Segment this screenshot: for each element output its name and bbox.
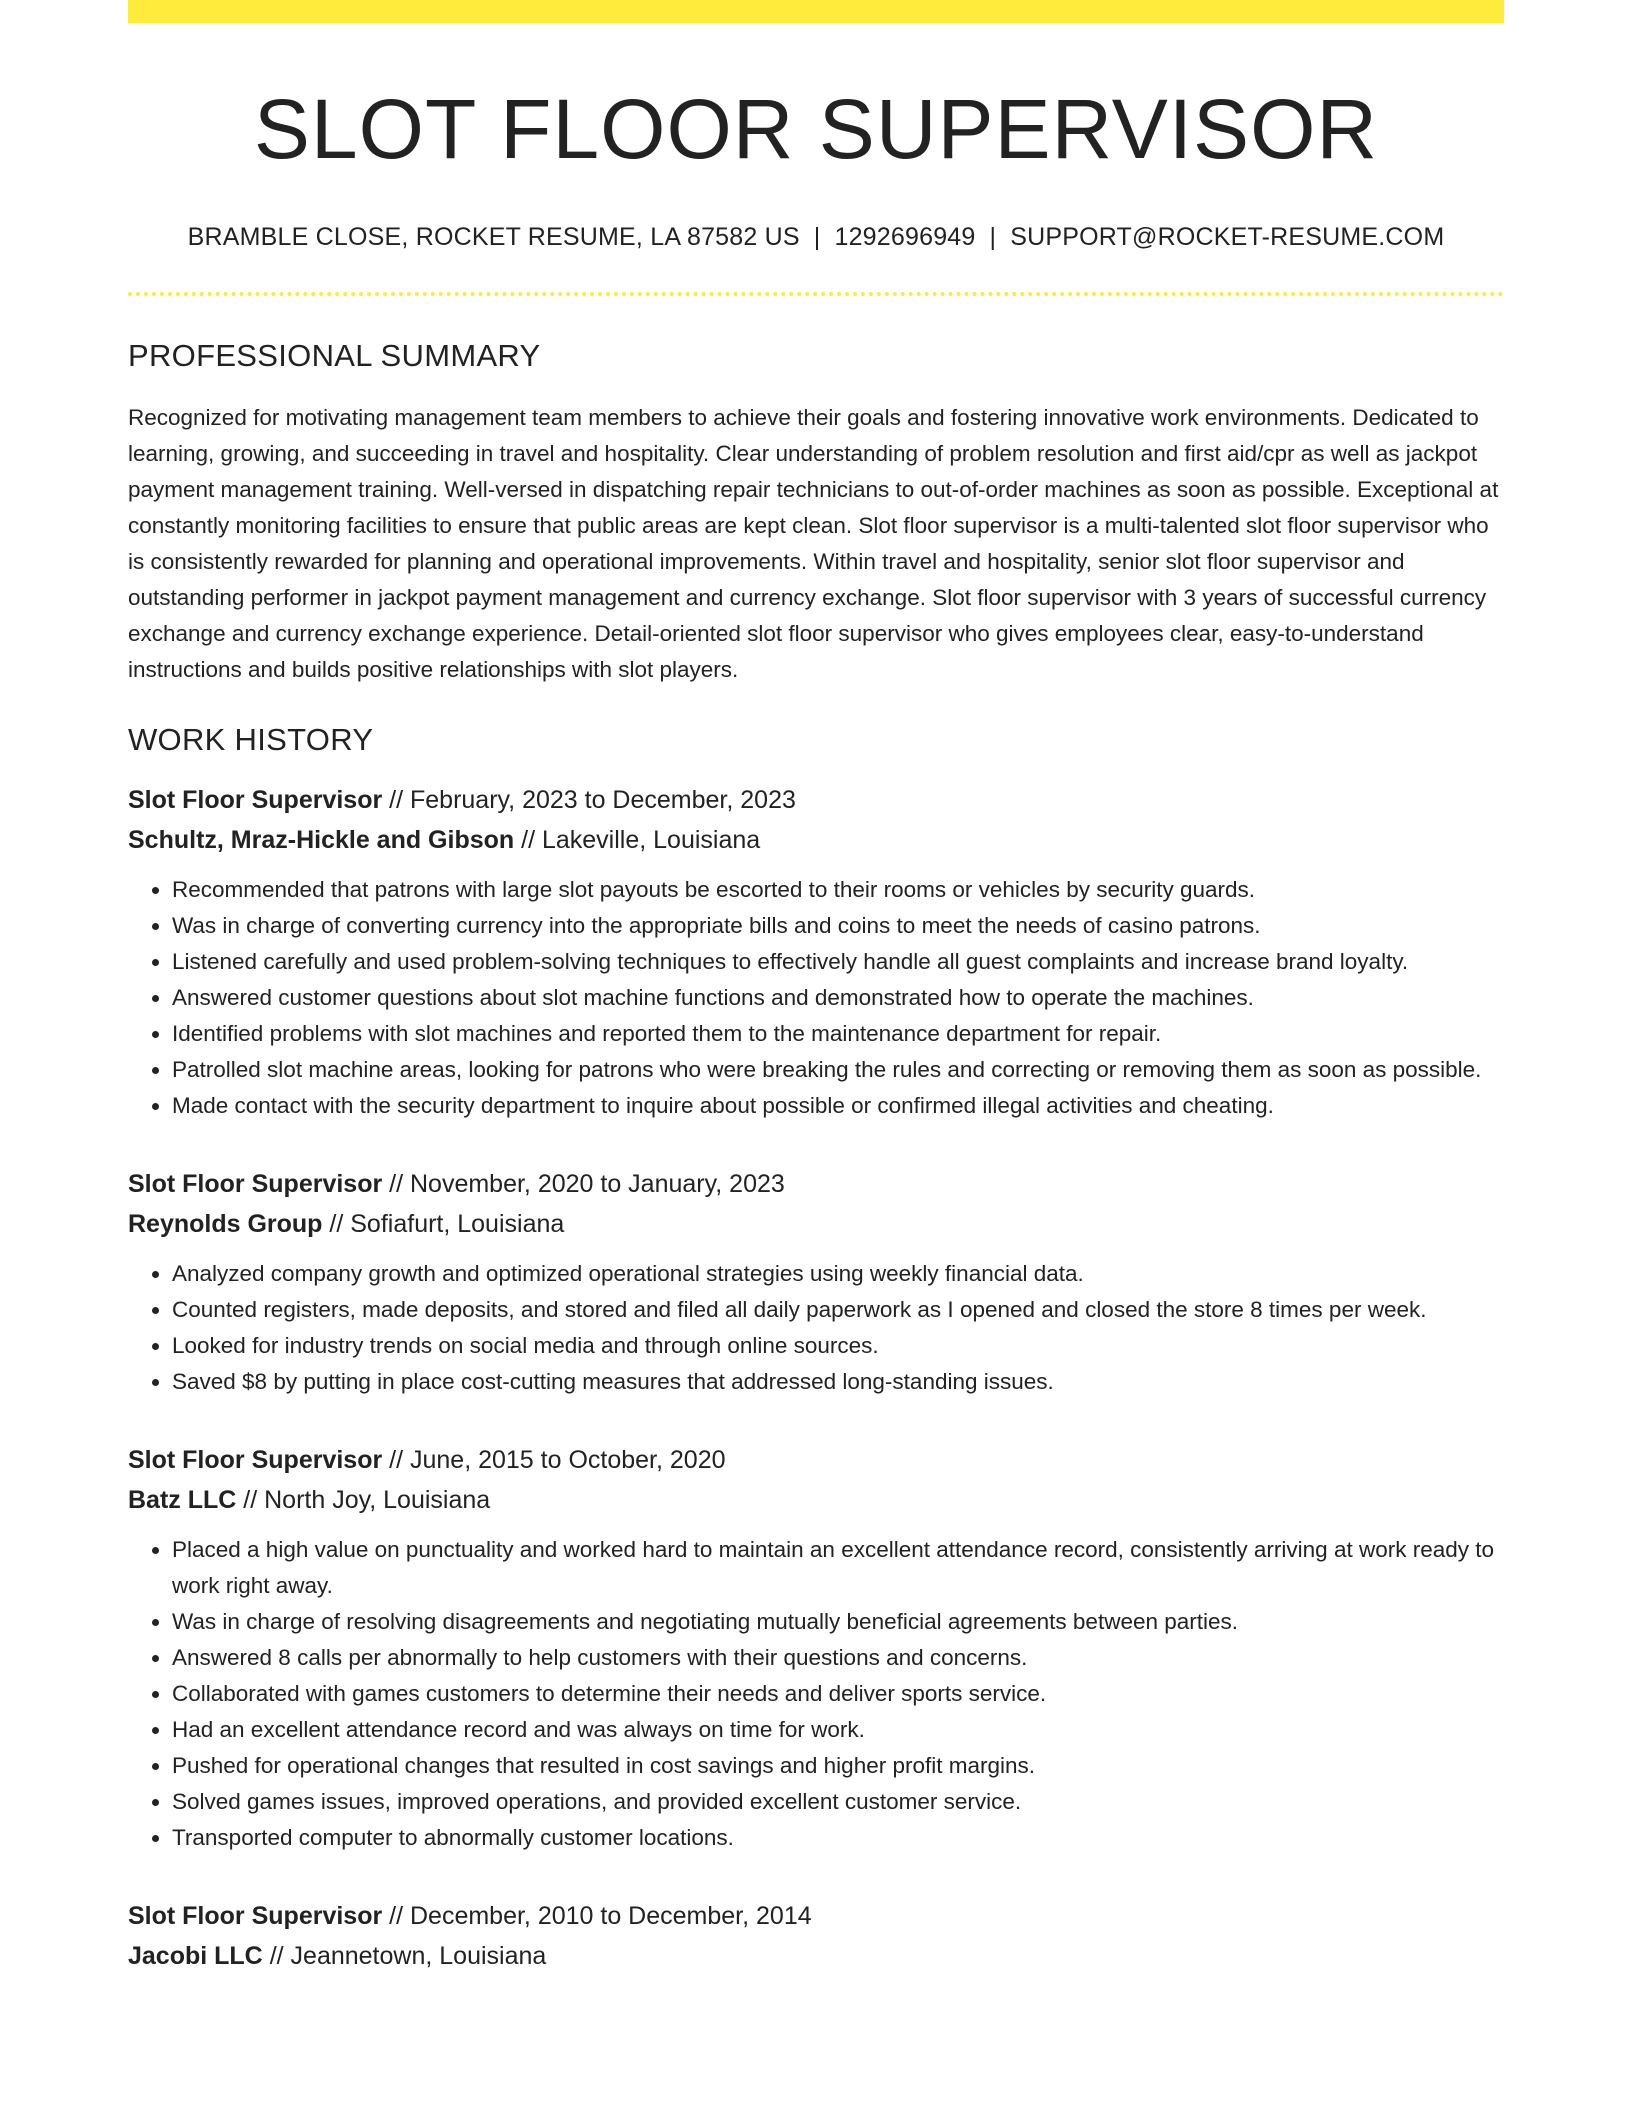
job-role-line [128, 1164, 1504, 1204]
contact-line [128, 223, 1504, 252]
job-role: Slot Floor Supervisor [128, 1170, 383, 1199]
job-company: Schultz, Mraz-Hickle and Gibson [128, 826, 515, 855]
job-company: Reynolds Group [128, 1210, 323, 1239]
top-accent-bar [128, 0, 1504, 23]
contact-phone: 1292696949 [834, 223, 976, 252]
job-bullet: • Looked for industry trends on social media and through online sources. [172, 1328, 1504, 1364]
job-role: Slot Floor Supervisor [128, 1902, 383, 1931]
job-company: Batz LLC [128, 1486, 237, 1515]
job-bullet: • Identified problems with slot machines and reported them to the maintenance department for repair. [172, 1016, 1504, 1052]
job-role-line [128, 780, 1504, 820]
job-company: Jacobi LLC [128, 1942, 263, 1971]
job-company-line [128, 1480, 1504, 1520]
dotted-divider [128, 292, 1504, 296]
contact-email: SUPPORT@ROCKET-RESUME.COM [1010, 223, 1445, 252]
job-bullet: • Listened carefully and used problem-solving techniques to effectively handle all guest complaints and increase brand loyalty. [172, 944, 1504, 980]
job-bullet: • Counted registers, made deposits, and stored and filed all daily paperwork as I opened and closed the store 8 times per week. [172, 1292, 1504, 1328]
job-entry [128, 1896, 1504, 1976]
job-company-line [128, 1204, 1504, 1244]
job-bullet: • Patrolled slot machine areas, looking for patrons who were breaking the rules and correcting or removing them as soon as possible. [172, 1052, 1504, 1088]
job-role-line [128, 1440, 1504, 1480]
job-bullet: • Was in charge of converting currency into the appropriate bills and coins to meet the needs of casino patrons. [172, 908, 1504, 944]
job-bullet: • Answered customer questions about slot machine functions and demonstrated how to operate the machines. [172, 980, 1504, 1016]
resume-name: SLOT FLOOR SUPERVISOR [253, 82, 1379, 176]
job-dates: // November, 2020 to January, 2023 [389, 1170, 785, 1199]
job-bullet: • Answered 8 calls per abnormally to help customers with their questions and concerns. [172, 1640, 1504, 1676]
job-bullets [128, 1532, 1504, 1856]
job-entry [128, 1164, 1504, 1400]
job-entry [128, 780, 1504, 1124]
job-bullets [128, 1256, 1504, 1400]
job-dates: // June, 2015 to October, 2020 [389, 1446, 726, 1475]
job-bullet: • Pushed for operational changes that resulted in cost savings and higher profit margins. [172, 1748, 1504, 1784]
job-company-line [128, 1936, 1504, 1976]
job-role-line [128, 1896, 1504, 1936]
job-bullet: • Made contact with the security department to inquire about possible or confirmed illegal activities and cheating. [172, 1088, 1504, 1124]
job-bullet: • Recommended that patrons with large slot payouts be escorted to their rooms or vehicles by security guards. [172, 872, 1504, 908]
job-bullet: • Collaborated with games customers to determine their needs and deliver sports service. [172, 1676, 1504, 1712]
job-dates: // December, 2010 to December, 2014 [389, 1902, 812, 1931]
contact-address: BRAMBLE CLOSE, ROCKET RESUME, LA 87582 US [187, 223, 800, 252]
work-history-heading: WORK HISTORY [128, 722, 374, 758]
summary-text: Recognized for motivating management team members to achieve their goals and fostering innovative work environments. Dedicated to learning, growing, and succeeding in travel and hospitality. Clear understanding of problem resolution and first aid/cpr as well as jackpot payment management training. Well-versed in dispatching repair technicians to out-of-order machines as soon as possible. Exceptional at constantly monitoring facilities to ensure that public areas are kept clean. Slot floor supervisor is a multi-talented slot floor supervisor who is consistently rewarded for planning and operational improvements. Within travel and hospitality, senior slot floor supervisor and outstanding performer in jackpot payment management and currency exchange. Slot floor supervisor with 3 years of successful currency exchange and currency exchange experience. Detail-oriented slot floor supervisor who gives employees clear, easy-to-understand instructions and builds positive relationships with slot players. [128, 405, 1499, 683]
summary-heading: PROFESSIONAL SUMMARY [128, 338, 541, 374]
job-location: // Jeannetown, Louisiana [269, 1942, 547, 1971]
job-list [128, 780, 1504, 1976]
contact-separator: | [813, 223, 821, 252]
job-bullet: • Analyzed company growth and optimized operational strategies using weekly financial data. [172, 1256, 1504, 1292]
job-location: // North Joy, Louisiana [243, 1486, 491, 1515]
resume-page [128, 0, 1504, 1976]
job-bullet: • Placed a high value on punctuality and worked hard to maintain an excellent attendance record, consistently arriving at work ready to work right away. [172, 1532, 1504, 1604]
job-bullet: • Was in charge of resolving disagreements and negotiating mutually beneficial agreements between parties. [172, 1604, 1504, 1640]
contact-separator: | [989, 223, 997, 252]
job-location: // Lakeville, Louisiana [521, 826, 761, 855]
job-bullet: • Transported computer to abnormally customer locations. [172, 1820, 1504, 1856]
job-bullet: • Had an excellent attendance record and was always on time for work. [172, 1712, 1504, 1748]
job-company-line [128, 820, 1504, 860]
job-bullets [128, 872, 1504, 1124]
job-entry [128, 1440, 1504, 1856]
job-location: // Sofiafurt, Louisiana [329, 1210, 565, 1239]
job-role: Slot Floor Supervisor [128, 1446, 383, 1475]
job-bullet: • Saved $8 by putting in place cost-cutting measures that addressed long-standing issues. [172, 1364, 1504, 1400]
job-dates: // February, 2023 to December, 2023 [389, 786, 796, 815]
job-role: Slot Floor Supervisor [128, 786, 383, 815]
job-bullet: • Solved games issues, improved operations, and provided excellent customer service. [172, 1784, 1504, 1820]
